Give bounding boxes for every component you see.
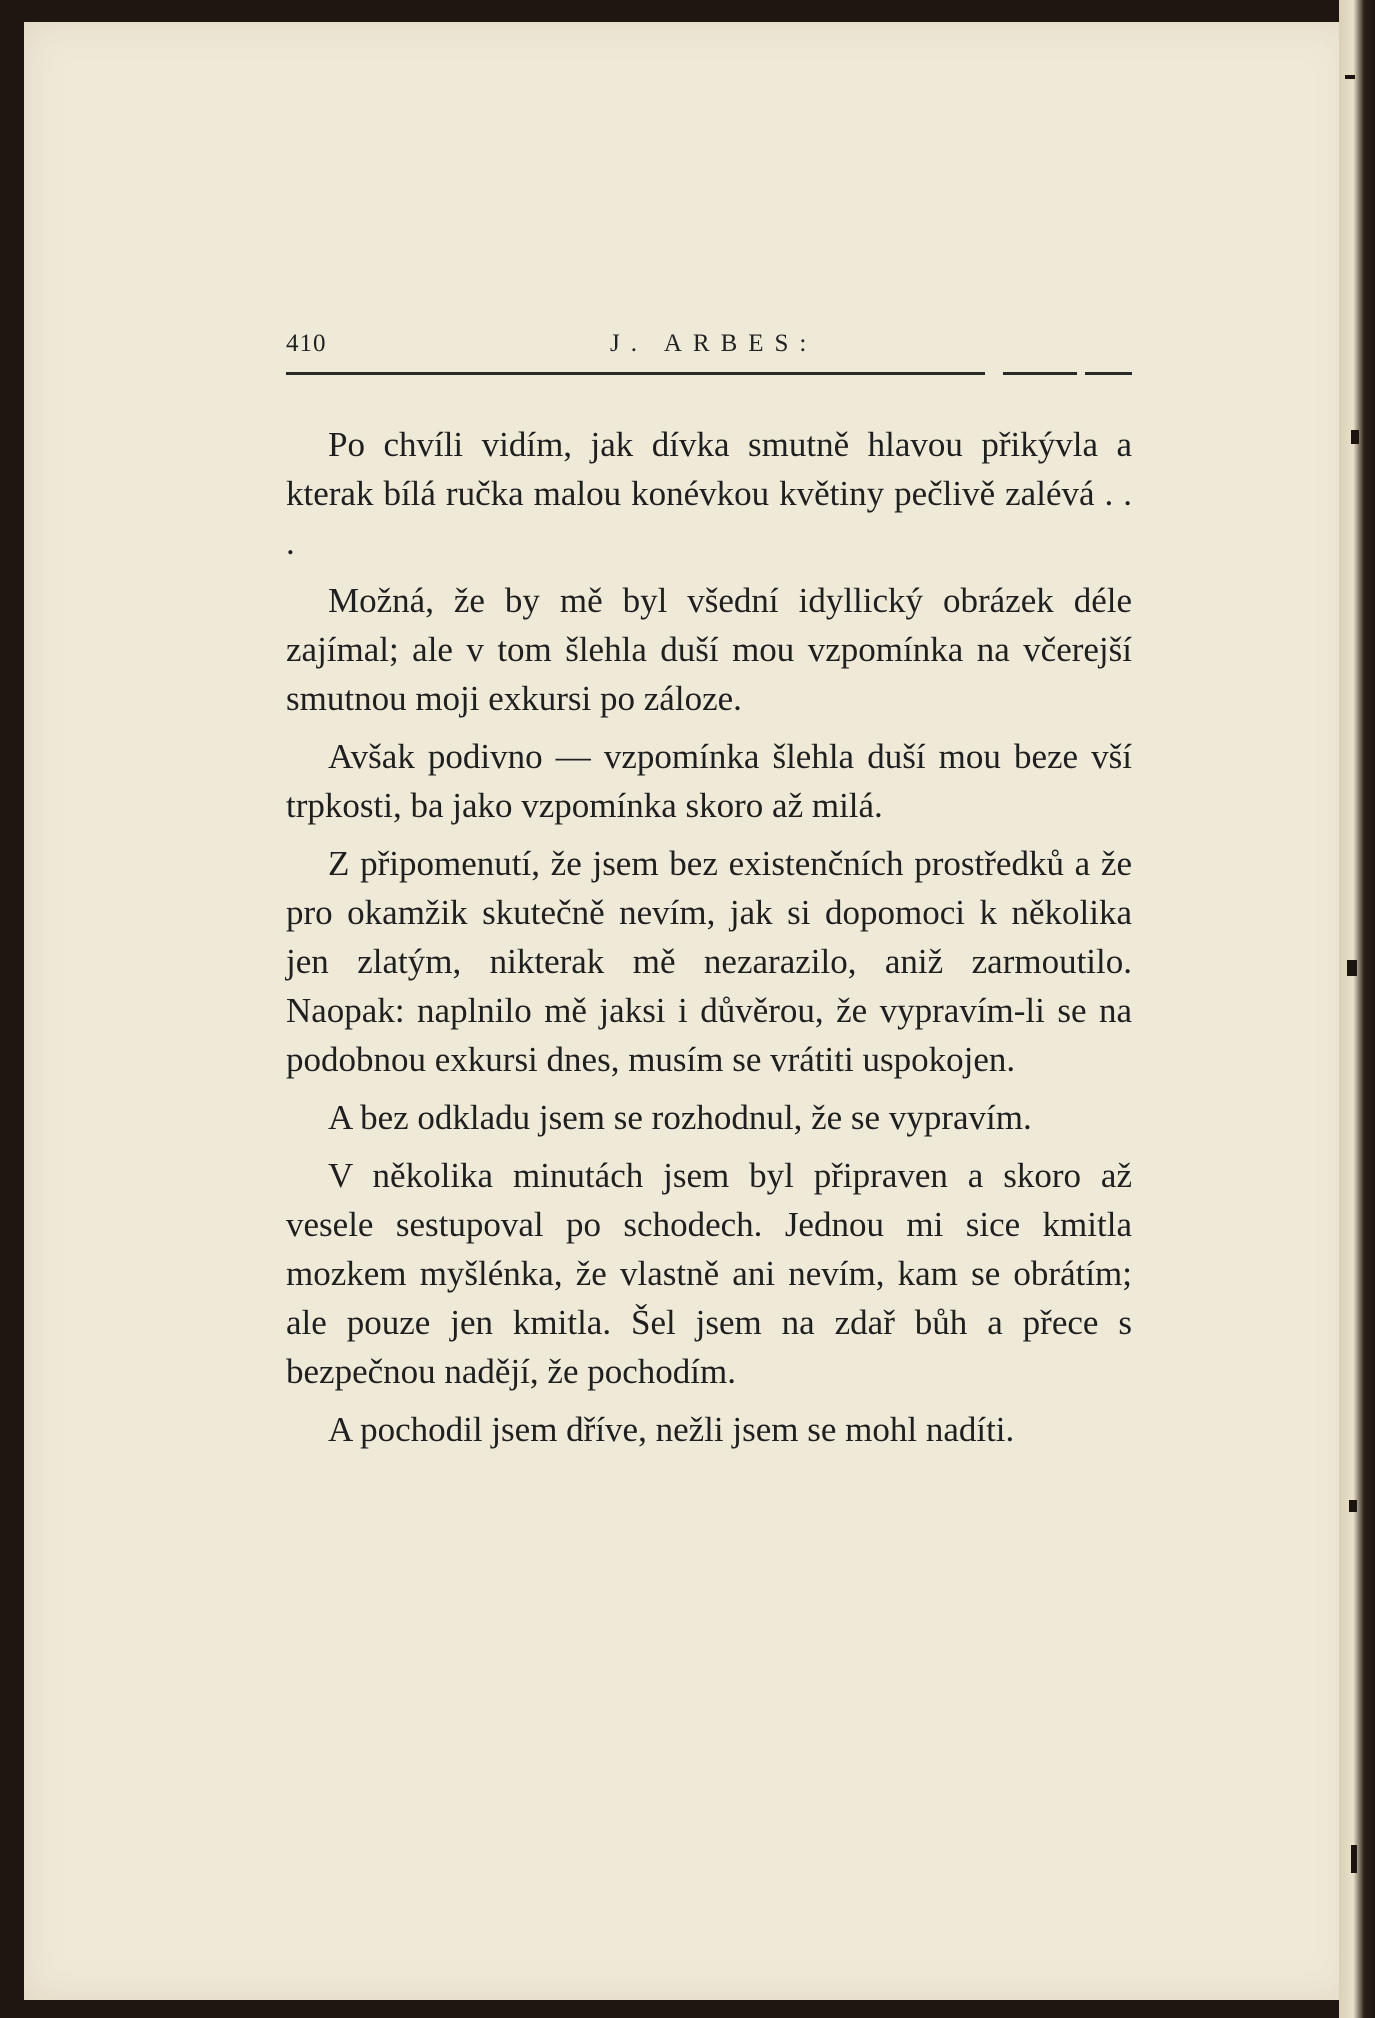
paragraph: A bez odkladu jsem se rozhodnul, že se vypravím.	[328, 1098, 1032, 1137]
paragraph: Možná, že by mě byl všední idyllický obrázek déle zajímal; ale v tom šlehla duší mou vzpomínka na včerejší smutnou moji exkursi po záloze.	[286, 581, 1132, 718]
edge-mark	[1347, 960, 1357, 976]
paragraph: V několika minutách jsem byl připraven a skoro až vesele sestupoval po schodech. Jednou mi sice kmitla mozkem myšlénka, že vlastně ani nevím, kam se obrátím; ale pouze jen kmitla. Šel jsem na zdař bůh a přece s bezpečnou nadějí, že pochodím.	[286, 1156, 1132, 1391]
body-text	[286, 420, 1132, 1463]
edge-mark	[1349, 1500, 1357, 1512]
header-rule-gap	[985, 370, 1003, 377]
header-rule	[286, 372, 1132, 375]
page-number: 410	[286, 330, 327, 357]
edge-mark	[1345, 75, 1355, 79]
page-edge-shadow	[1339, 0, 1375, 2018]
page-header	[286, 330, 1132, 370]
header-rule-gap	[1077, 370, 1085, 377]
paragraph: Z připomenutí, že jsem bez existenčních prostředků a že pro okamžik skutečně nevím, jak si dopomoci k několika jen zlatým, nikterak mě nezarazilo, aniž zarmoutilo. Naopak: naplnilo mě jaksi i důvěrou, že vypravím-li se na podobnou exkursi dnes, musím se vrátiti uspokojen.	[286, 844, 1132, 1079]
running-head: J. ARBES:	[610, 330, 818, 357]
edge-mark	[1351, 1845, 1357, 1873]
paragraph: A pochodil jsem dříve, nežli jsem se mohl nadíti.	[328, 1410, 1015, 1449]
paragraph: Avšak podivno — vzpomínka šlehla duší mou beze vší trpkosti, ba jako vzpomínka skoro až milá.	[286, 737, 1132, 825]
edge-mark	[1351, 430, 1359, 444]
paragraph: Po chvíli vidím, jak dívka smutně hlavou přikývla a kterak bílá ručka malou konévkou květiny pečlivě zalévá . . .	[286, 425, 1132, 562]
